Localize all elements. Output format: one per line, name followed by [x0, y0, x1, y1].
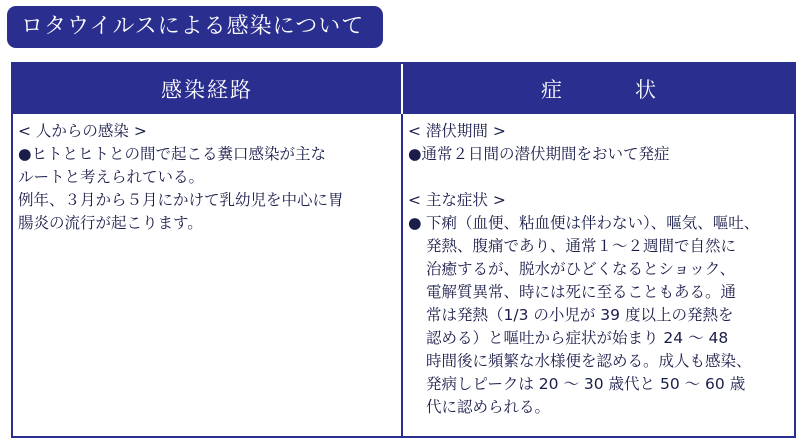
bullet-item-incubation — [408, 143, 790, 166]
bullet-text-line2: ルートと考えられている。 — [18, 168, 205, 186]
seasonal-note-line2: 腸炎の流行が起こります。 — [18, 214, 203, 232]
symptom-line: 下痢（血便、粘血便は伴わない）、嘔気、嘔吐、 — [426, 214, 760, 232]
symptom-line: 認める）と嘔吐から症状が始まり 24 ～ 48 — [426, 329, 729, 347]
bullet-item-fecal-oral — [18, 143, 397, 166]
header-infection-route-label: 感染経路 — [161, 78, 253, 102]
header-symptoms — [403, 64, 794, 114]
incubation-text: 通常２日間の潜伏期間をおいて発症 — [421, 145, 670, 163]
header-infection-route — [13, 64, 403, 114]
bullet-icon: ● — [408, 145, 422, 163]
section-label-human-infection: < 人からの感染 > — [18, 122, 147, 140]
symptom-line: 時間後に頻繁な水様便を認める。成人も感染、 — [426, 352, 752, 370]
section-label-main-symptoms: < 主な症状 > — [408, 191, 506, 209]
symptom-line: 発病しピークは 20 ～ 30 歳代と 50 ～ 60 歳 — [426, 375, 746, 393]
seasonal-note-line1: 例年、３月から５月にかけて乳幼児を中心に胃 — [18, 191, 344, 209]
symptoms-cell — [403, 114, 794, 436]
bullet-icon: ● — [18, 145, 32, 163]
header-symptoms-label: 症 状 — [541, 78, 682, 102]
bullet-text-line1: ヒトとヒトとの間で起こる糞口感染が主な — [31, 145, 327, 163]
symptom-line: 発熱、腹痛であり、通常１～２週間で自然に — [426, 237, 737, 255]
symptom-line: 代に認められる。 — [426, 398, 551, 416]
symptom-line: 電解質異常、時には死に至ることもある。通 — [426, 283, 737, 301]
infection-route-cell — [13, 114, 403, 436]
page-title: ロタウイルスによる感染について — [7, 6, 383, 48]
bullet-icon: ● — [408, 214, 422, 232]
symptom-line: 治癒するが、脱水がひどくなるとショック、 — [426, 260, 736, 278]
rotavirus-info-table — [11, 62, 796, 438]
main-symptoms-text — [426, 212, 759, 419]
symptom-line: 常は発熱（1/3 の小児が 39 度以上の発熱を — [426, 306, 734, 324]
section-label-incubation: < 潜伏期間 > — [408, 122, 506, 140]
bullet-item-main-symptoms — [408, 212, 790, 419]
spacer — [408, 166, 790, 189]
